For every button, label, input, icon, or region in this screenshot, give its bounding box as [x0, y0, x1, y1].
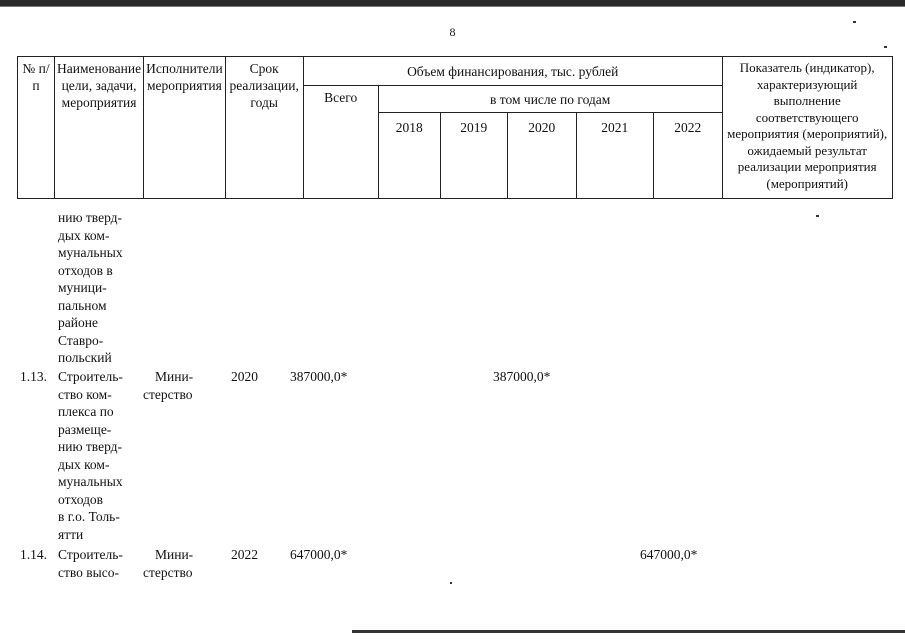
row-1-number: 1.13.	[20, 369, 47, 384]
row-1-name: Строитель- ство ком- плекса по размеще- нию тверд- дых ком- мунальных отходов в г.о. Толь- ятти	[58, 369, 123, 542]
header-term: Срок реализации, годы	[225, 57, 303, 199]
row-2-term: 2022	[231, 547, 258, 562]
header-by-years: в том числе по годам	[378, 86, 722, 113]
scan-edge-bottom	[352, 630, 905, 633]
row-0-name: нию тверд- дых ком- мунальных отходов в муници- пальном районе Ставро- польский	[58, 210, 123, 365]
row-2-executor: Мини- стерство	[143, 547, 194, 580]
scan-speck	[853, 21, 856, 23]
header-number: № п/п	[18, 57, 55, 199]
row-1-term: 2020	[231, 369, 258, 384]
header-name: Наименование цели, задачи, мероприятия	[55, 57, 144, 199]
header-year: 2020	[507, 113, 576, 199]
scan-speck	[450, 582, 452, 584]
row-2-number: 1.14.	[20, 547, 47, 562]
header-executors: Исполнители мероприятия	[144, 57, 226, 199]
scan-speck	[816, 215, 819, 217]
scan-speck	[884, 46, 887, 48]
row-2-value-2022: 647000,0*	[640, 547, 698, 562]
header-year: 2018	[378, 113, 440, 199]
header-year: 2019	[440, 113, 507, 199]
row-2-total: 647000,0*	[290, 547, 348, 562]
header-financing: Объем финансирования, тыс. рублей	[303, 57, 722, 86]
header-total: Всего	[303, 86, 378, 199]
table-header	[17, 56, 893, 199]
row-1-value-2020: 387000,0*	[493, 369, 551, 384]
row-2-name: Строитель- ство высо-	[58, 547, 123, 580]
row-1-executor: Мини- стерство	[143, 369, 194, 402]
row-1-total: 387000,0*	[290, 369, 348, 384]
header-indicator: Показатель (индикатор), характеризующий выполнение соответствующего мероприятия (мероприятий), ожидаемый результат реализации мероприятия (мероприятий)	[722, 57, 892, 199]
page-number: 8	[449, 25, 456, 39]
header-year: 2022	[653, 113, 722, 199]
scan-edge-top-line	[0, 6, 905, 7]
header-year: 2021	[576, 113, 653, 199]
